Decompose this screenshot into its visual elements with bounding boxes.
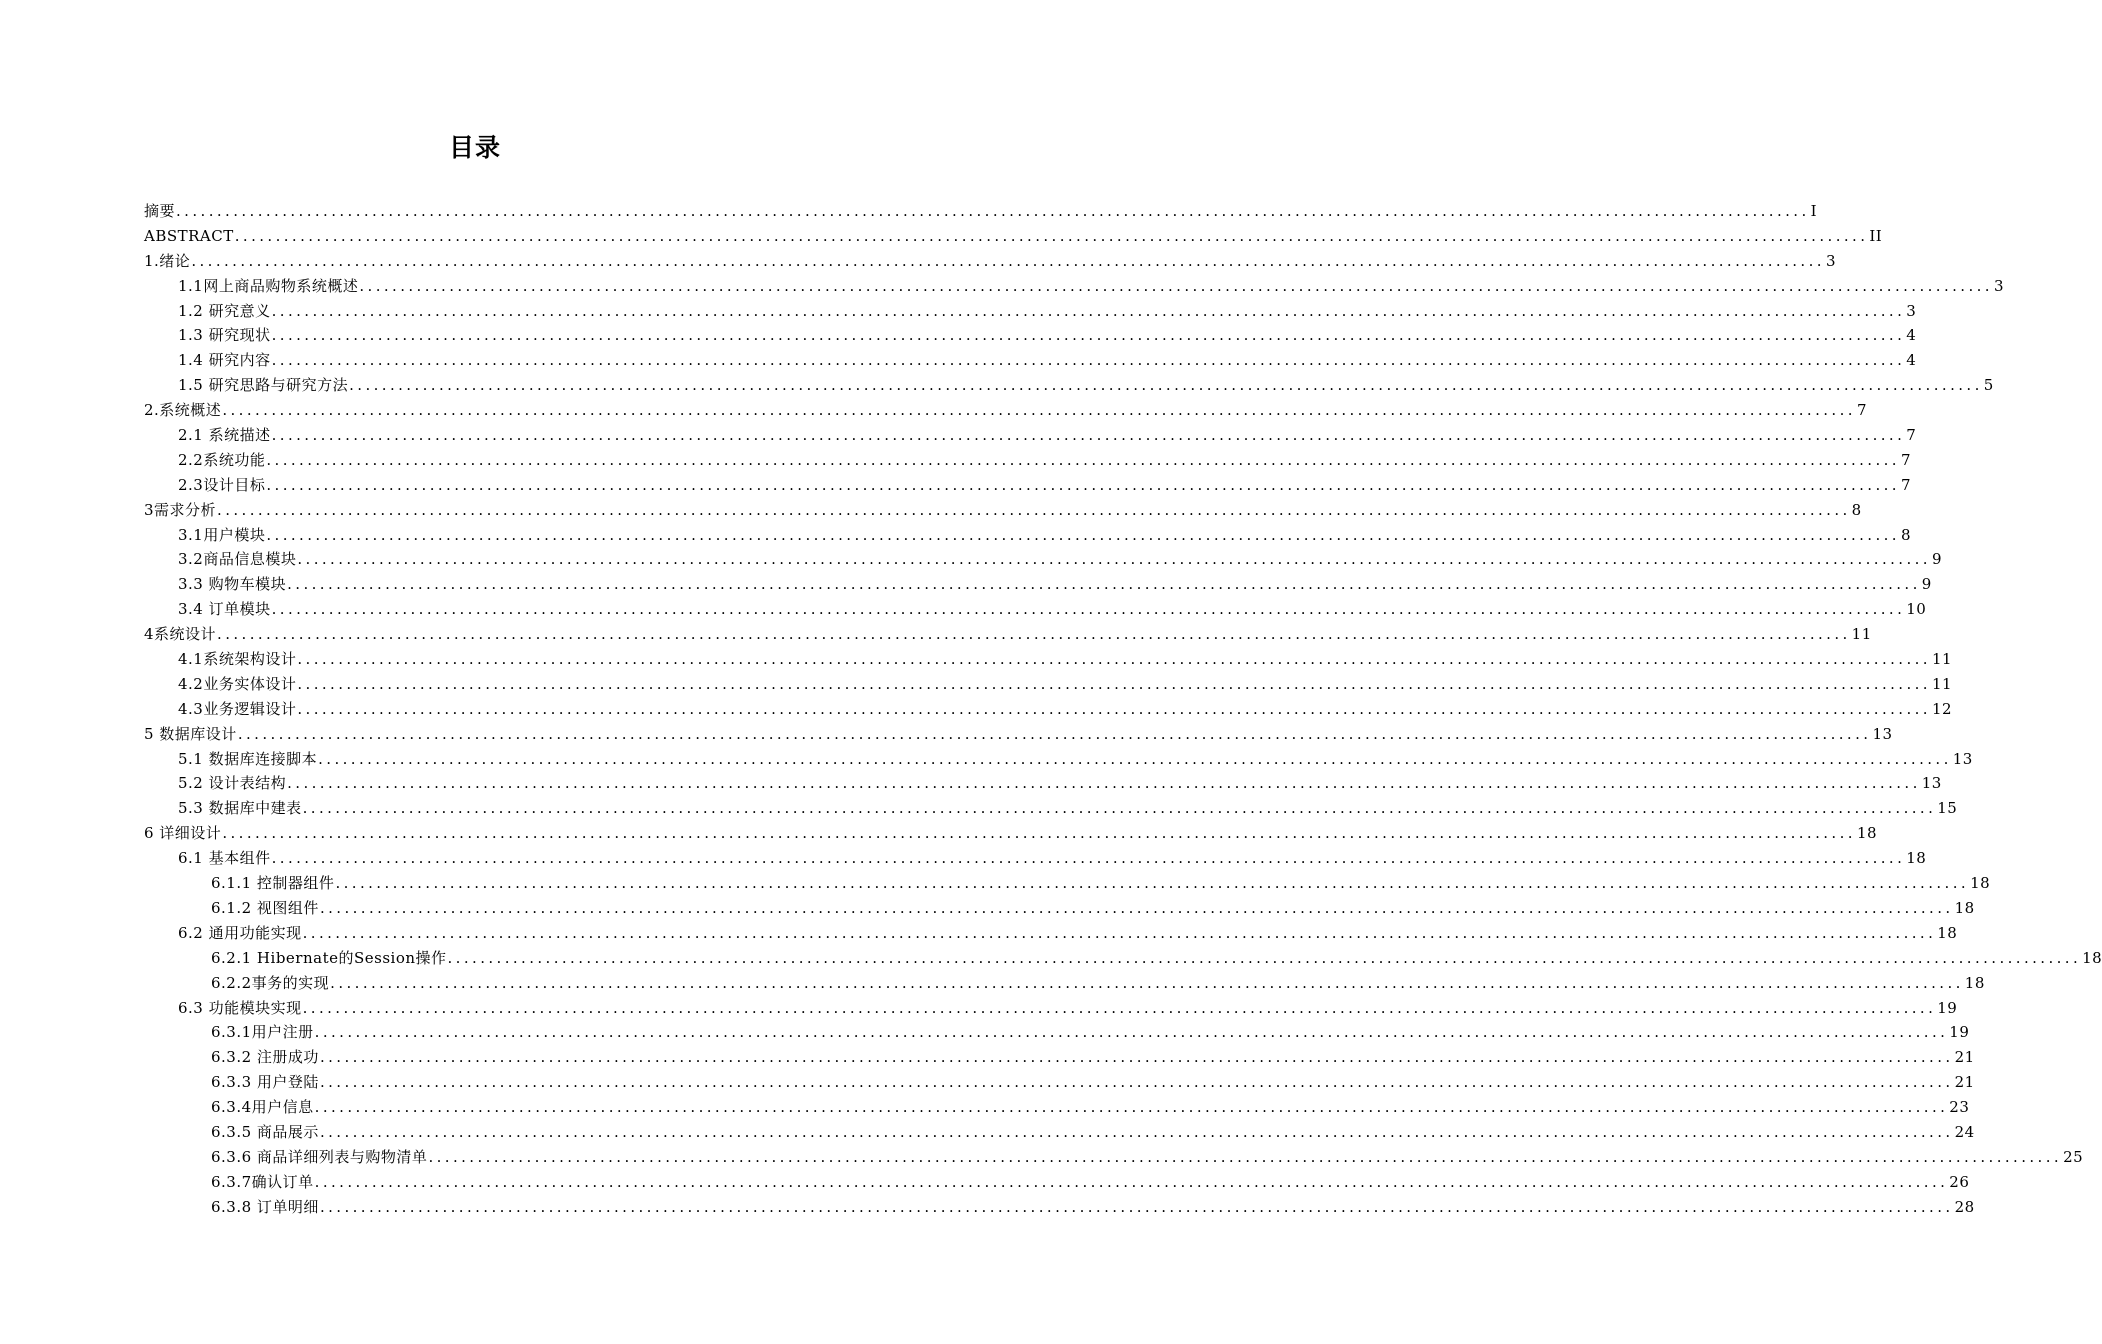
toc-entry-page-number: 7: [1900, 475, 1912, 494]
toc-entry[interactable]: [144, 199, 1818, 224]
toc-entry-label: 摘要: [144, 202, 176, 220]
toc-entry[interactable]: [144, 1020, 1970, 1045]
dot-leader: ........................................................................................................................................................................................................: [302, 923, 1937, 942]
toc-entry-page-number: 18: [1954, 898, 1975, 917]
dot-leader: ........................................................................................................................................................................................................: [314, 1098, 1949, 1117]
dot-leader: ........................................................................................................................................................................................................: [271, 301, 1906, 320]
toc-entry-page-number: 11: [1851, 625, 1872, 644]
toc-entry[interactable]: [144, 523, 1912, 548]
dot-leader: ........................................................................................................................................................................................................: [191, 251, 1825, 270]
toc-entry[interactable]: [144, 771, 1942, 796]
toc-entry-label: 6.1 基本组件: [178, 849, 271, 868]
toc-entry-label: 1.绪论: [144, 251, 191, 270]
toc-entry-page-number: 3: [1993, 276, 2005, 295]
toc-entry-label: 5 数据库设计: [144, 724, 237, 743]
toc-entry-page-number: 18: [2082, 948, 2102, 967]
toc-entry[interactable]: [144, 697, 1953, 722]
dot-leader: ........................................................................................................................................................................................................: [319, 1197, 1954, 1216]
toc-entry-page-number: 10: [1906, 600, 1927, 619]
toc-entry-page-number: 18: [1906, 849, 1927, 868]
toc-entry-label: 6.1.1 控制器组件: [211, 874, 335, 893]
toc-entry-page-number: 25: [2063, 1147, 2084, 1166]
toc-entry[interactable]: [144, 846, 1927, 871]
dot-leader: ........................................................................................................................................................................................................: [266, 525, 1900, 544]
dot-leader: ........................................................................................................................................................................................................: [330, 973, 1964, 992]
dot-leader: ........................................................................................................................................................................................................: [297, 550, 1931, 569]
dot-leader: ........................................................................................................................................................................................................: [447, 948, 2082, 967]
toc-entry[interactable]: [144, 498, 1862, 523]
toc-entry-label: 6.3.6 商品详细列表与购物清单: [211, 1147, 428, 1166]
toc-entry-label: 1.3 研究现状: [178, 326, 271, 345]
toc-entry-page-number: 7: [1906, 426, 1917, 445]
toc-entry-page-number: 18: [1856, 824, 1878, 843]
toc-entry-page-number: 15: [1937, 799, 1958, 818]
toc-entry[interactable]: [144, 1120, 1975, 1145]
toc-entry[interactable]: [144, 1195, 1975, 1220]
toc-entry[interactable]: [144, 299, 1917, 324]
toc-entry-page-number: 21: [1954, 1048, 1975, 1067]
toc-entry-page-number: 26: [1949, 1172, 1970, 1191]
toc-entry[interactable]: [144, 473, 1912, 498]
toc-entry[interactable]: [144, 921, 1958, 946]
toc-entry-page-number: 7: [1856, 401, 1867, 420]
dot-leader: ........................................................................................................................................................................................................: [287, 575, 1921, 594]
dot-leader: ........................................................................................................................................................................................................: [271, 426, 1906, 445]
toc-entry[interactable]: [144, 423, 1917, 448]
dot-leader: ........................................................................................................................................................................................................: [297, 650, 1931, 669]
toc-entry-page-number: 9: [1931, 550, 1943, 569]
toc-entry-label: 6.3 功能模块实现: [178, 998, 302, 1017]
dot-leader: ........................................................................................................................................................................................................: [335, 874, 1970, 893]
toc-entry[interactable]: [144, 871, 1991, 896]
toc-entry[interactable]: [144, 1070, 1975, 1095]
dot-leader: ........................................................................................................................................................................................................: [302, 799, 1937, 818]
toc-entry[interactable]: [144, 448, 1912, 473]
toc-entry-page-number: 8: [1900, 525, 1912, 544]
toc-list: [144, 199, 2102, 1220]
toc-entry-label: 6.1.2 视图组件: [211, 898, 319, 917]
toc-entry[interactable]: [144, 373, 1994, 398]
toc-entry-page-number: 8: [1851, 500, 1862, 519]
dot-leader: ........................................................................................................................................................................................................: [271, 351, 1906, 370]
toc-entry[interactable]: [144, 597, 1927, 622]
dot-leader: ........................................................................................................................................................................................................: [319, 1073, 1954, 1092]
toc-entry[interactable]: [144, 572, 1932, 597]
toc-entry[interactable]: [144, 1145, 2084, 1170]
toc-entry[interactable]: [144, 896, 1975, 921]
dot-leader: ........................................................................................................................................................................................................: [287, 774, 1921, 793]
toc-entry-label: 2.3设计目标: [178, 475, 266, 494]
toc-entry[interactable]: [144, 796, 1958, 821]
toc-entry-page-number: 24: [1954, 1122, 1975, 1141]
toc-entry-label: 3.1用户模块: [178, 525, 266, 544]
toc-entry-page-number: 5: [1983, 376, 1994, 395]
dot-leader: ........................................................................................................................................................................................................: [271, 326, 1906, 345]
toc-entry-label: 6.3.1用户注册: [211, 1023, 314, 1042]
dot-leader: ........................................................................................................................................................................................................: [217, 625, 1851, 644]
toc-entry-label: 5.3 数据库中建表: [178, 799, 302, 818]
dot-leader: ........................................................................................................................................................................................................: [319, 898, 1954, 917]
toc-entry[interactable]: [144, 398, 1867, 423]
toc-entry[interactable]: [144, 672, 1953, 697]
toc-entry[interactable]: [144, 323, 1917, 348]
toc-entry-label: 6.3.4用户信息: [211, 1098, 314, 1117]
toc-entry-label: 1.1网上商品购物系统概述: [178, 276, 359, 295]
dot-leader: ........................................................................................................................................................................................................: [266, 475, 1900, 494]
toc-entry[interactable]: [144, 348, 1917, 373]
toc-entry[interactable]: [144, 1045, 1975, 1070]
toc-title: 目录: [448, 133, 501, 162]
dot-leader: ........................................................................................................................................................................................................: [297, 674, 1931, 693]
toc-entry-label: 1.2 研究意义: [178, 301, 271, 320]
dot-leader: ........................................................................................................................................................................................................: [271, 600, 1906, 619]
toc-entry-page-number: 18: [1964, 973, 1985, 992]
toc-entry-label: 2.系统概述: [144, 401, 222, 420]
toc-entry-label: 5.2 设计表结构: [178, 774, 287, 793]
dot-leader: ........................................................................................................................................................................................................: [222, 401, 1856, 420]
toc-entry-page-number: 11: [1931, 650, 1953, 669]
dot-leader: ........................................................................................................................................................................................................: [314, 1172, 1949, 1191]
toc-entry-page-number: 4: [1906, 326, 1917, 345]
dot-leader: ........................................................................................................................................................................................................: [266, 450, 1900, 469]
toc-entry-label: 6.3.3 用户登陆: [211, 1073, 319, 1092]
toc-entry-page-number: 11: [1931, 674, 1953, 693]
toc-entry-page-number: 28: [1954, 1197, 1975, 1216]
toc-entry-label: 6.2.2事务的实现: [211, 973, 330, 992]
toc-entry-label: 6 详细设计: [144, 824, 222, 843]
toc-entry-label: 6.2 通用功能实现: [178, 923, 302, 942]
toc-entry[interactable]: [144, 249, 1836, 274]
toc-entry-label: 4系统设计: [144, 625, 217, 644]
toc-entry-label: 3需求分析: [144, 500, 217, 519]
dot-leader: ........................................................................................................................................................................................................: [349, 376, 1983, 395]
dot-leader: ........................................................................................................................................................................................................: [237, 724, 1872, 743]
dot-leader: ........................................................................................................................................................................................................: [318, 749, 1952, 768]
toc-entry-page-number: 13: [1872, 724, 1893, 743]
toc-entry-label: 1.4 研究内容: [178, 351, 271, 370]
toc-entry[interactable]: [144, 547, 1943, 572]
dot-leader: ........................................................................................................................................................................................................: [234, 226, 1869, 245]
toc-entry-label: 6.3.2 注册成功: [211, 1048, 319, 1067]
toc-entry[interactable]: [144, 946, 2102, 971]
toc-entry-page-number: 3: [1906, 301, 1917, 320]
toc-entry-page-number: 21: [1954, 1073, 1975, 1092]
toc-entry-page-number: 13: [1952, 749, 1973, 768]
dot-leader: ........................................................................................................................................................................................................: [319, 1122, 1954, 1141]
toc-entry-page-number: 13: [1921, 774, 1942, 793]
toc-entry-page-number: 19: [1937, 998, 1958, 1017]
dot-leader: ........................................................................................................................................................................................................: [176, 202, 1810, 220]
dot-leader: ........................................................................................................................................................................................................: [217, 500, 1851, 519]
dot-leader: ........................................................................................................................................................................................................: [297, 699, 1931, 718]
dot-leader: ........................................................................................................................................................................................................: [302, 998, 1937, 1017]
toc-entry-label: 6.2.1 Hibernate的Session操作: [211, 948, 447, 967]
toc-entry-page-number: II: [1869, 226, 1883, 245]
toc-entry-label: 6.3.8 订单明细: [211, 1197, 319, 1216]
toc-entry[interactable]: [144, 647, 1953, 672]
toc-entry-label: 3.4 订单模块: [178, 600, 271, 619]
toc-entry-label: 2.1 系统描述: [178, 426, 271, 445]
toc-entry[interactable]: [144, 622, 1872, 647]
toc-entry-page-number: 18: [1970, 874, 1991, 893]
toc-entry-label: 3.2商品信息模块: [178, 550, 297, 569]
dot-leader: ........................................................................................................................................................................................................: [319, 1048, 1954, 1067]
toc-entry[interactable]: [144, 971, 1985, 996]
toc-entry-label: 4.2业务实体设计: [178, 674, 297, 693]
dot-leader: ........................................................................................................................................................................................................: [314, 1023, 1949, 1042]
toc-entry-label: 2.2系统功能: [178, 450, 266, 469]
dot-leader: ........................................................................................................................................................................................................: [428, 1147, 2063, 1166]
toc-entry-page-number: 3: [1825, 251, 1836, 270]
dot-leader: ........................................................................................................................................................................................................: [222, 824, 1856, 843]
toc-entry-page-number: 23: [1949, 1098, 1970, 1117]
toc-entry-page-number: 7: [1900, 450, 1912, 469]
toc-entry-label: 6.3.5 商品展示: [211, 1122, 319, 1141]
toc-entry[interactable]: [144, 747, 1973, 772]
toc-entry-page-number: 18: [1937, 923, 1958, 942]
toc-entry[interactable]: [144, 1095, 1970, 1120]
toc-entry-label: 5.1 数据库连接脚本: [178, 749, 318, 768]
toc-entry-page-number: 9: [1921, 575, 1932, 594]
toc-entry-label: 4.1系统架构设计: [178, 650, 297, 669]
toc-entry-label: 3.3 购物车模块: [178, 575, 287, 594]
toc-entry-page-number: 4: [1906, 351, 1917, 370]
toc-entry-label: 1.5 研究思路与研究方法: [178, 376, 349, 395]
toc-entry-label: 4.3业务逻辑设计: [178, 699, 297, 718]
toc-entry[interactable]: [144, 1170, 1970, 1195]
toc-entry-page-number: 12: [1931, 699, 1953, 718]
toc-entry[interactable]: [144, 274, 2005, 299]
toc-entry-label: 6.3.7确认订单: [211, 1172, 314, 1191]
toc-entry-page-number: I: [1810, 202, 1818, 220]
toc-entry[interactable]: [144, 722, 1893, 747]
dot-leader: ........................................................................................................................................................................................................: [271, 849, 1906, 868]
toc-entry[interactable]: [144, 821, 1878, 846]
dot-leader: ........................................................................................................................................................................................................: [359, 276, 1993, 295]
toc-entry[interactable]: [144, 224, 1883, 249]
toc-entry[interactable]: [144, 996, 1958, 1021]
toc-entry-page-number: 19: [1949, 1023, 1970, 1042]
toc-entry-label: ABSTRACT: [144, 226, 234, 245]
